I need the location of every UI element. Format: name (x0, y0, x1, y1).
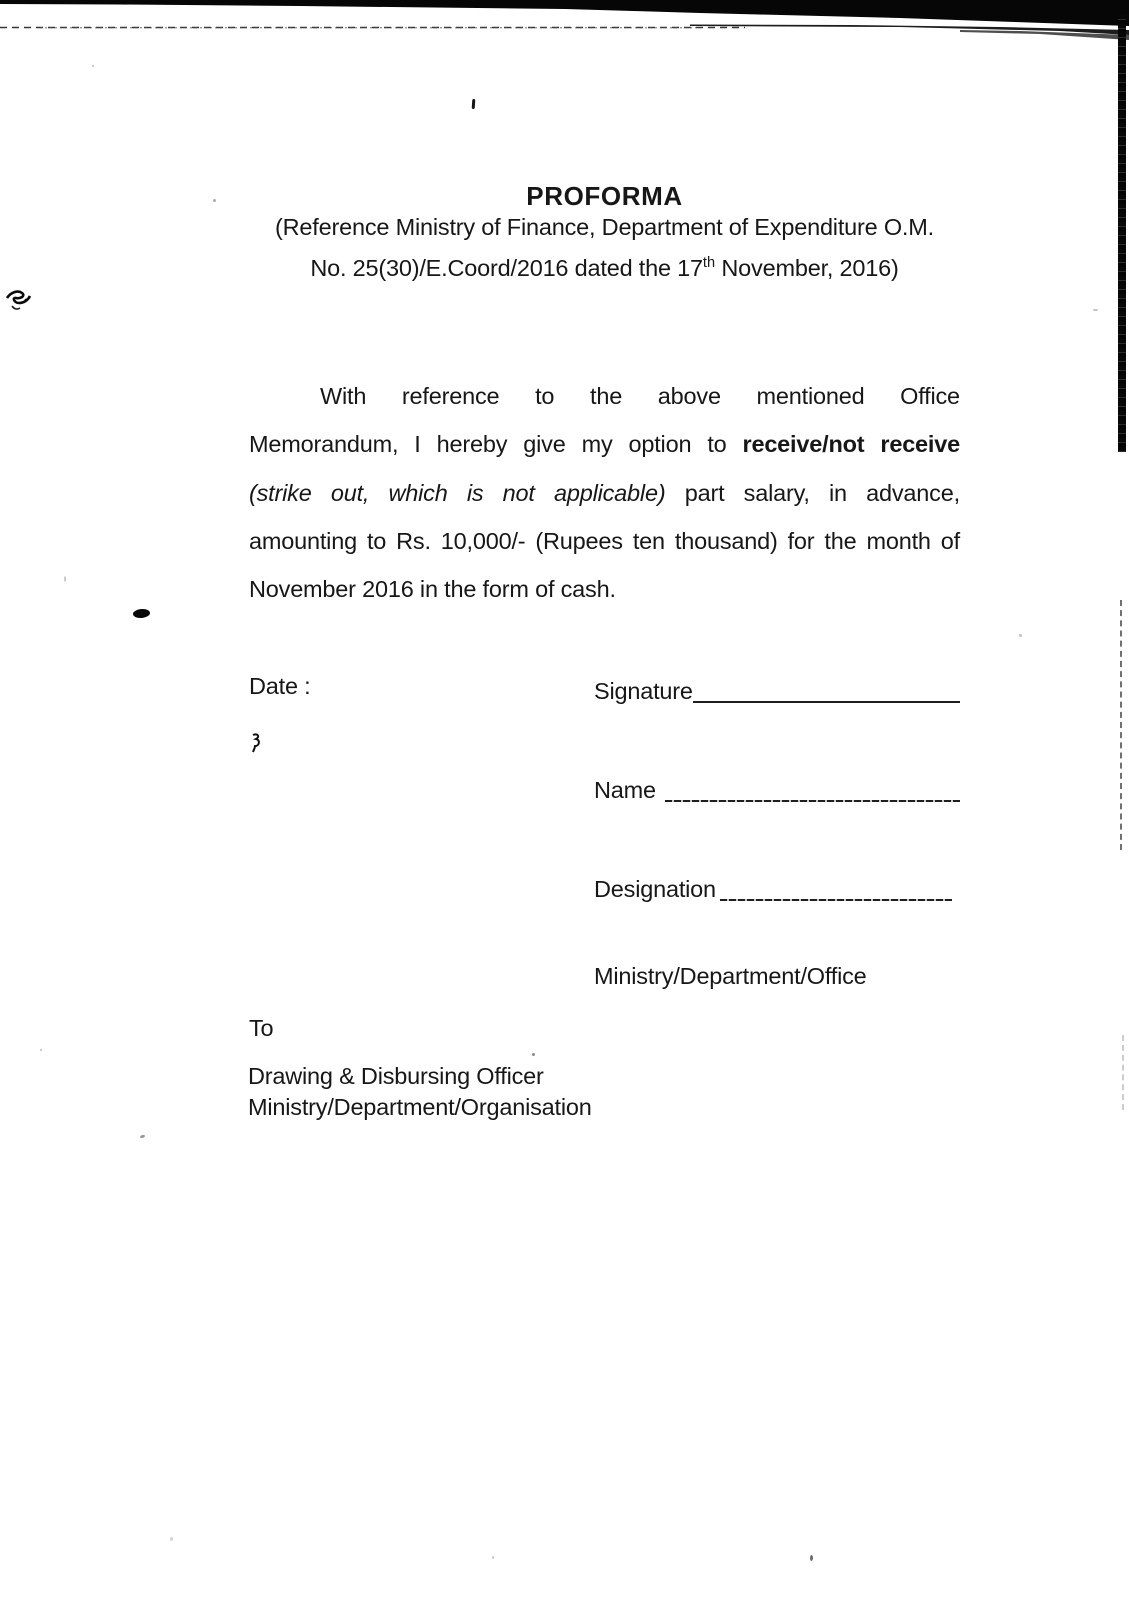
scan-speck (170, 1537, 173, 1541)
scan-mark-squiggle (249, 733, 263, 757)
paragraph-word: of (940, 528, 960, 555)
paragraph-word: hereby (436, 431, 508, 458)
name-blank-line (665, 800, 960, 802)
paragraph-word: (strike (249, 479, 312, 506)
to-label: To (249, 1015, 274, 1041)
paragraph-word: part (684, 479, 725, 506)
paragraph-word: reference (401, 383, 500, 410)
paragraph-word: 10,000/- (440, 528, 526, 555)
date-label: Date : (249, 673, 311, 699)
paragraph-line (249, 420, 960, 468)
paragraph-word: thousand) (674, 528, 778, 555)
paragraph-word: not (502, 479, 535, 506)
paragraph-word: receive (880, 431, 960, 458)
scan-artifact-right-dashes-faint (1122, 1035, 1124, 1110)
paragraph-word: the (824, 528, 857, 555)
paragraph-word: advance, (866, 479, 960, 506)
scan-ink-blot-small (132, 608, 150, 619)
scan-speck (92, 65, 94, 67)
paragraph-word: to (707, 431, 727, 458)
paragraph-word: mentioned (756, 383, 865, 410)
body-paragraph (249, 372, 960, 613)
paragraph-word: the (590, 383, 623, 410)
paragraph-word: out, (330, 479, 370, 506)
scan-speck (532, 1053, 535, 1056)
paragraph-word: ten (632, 528, 665, 555)
paragraph-word: (Rupees (535, 528, 623, 555)
paragraph-line (249, 469, 960, 517)
addressee-block (248, 1061, 592, 1123)
paragraph-word: is (466, 479, 484, 506)
paragraph-line (249, 372, 960, 420)
paragraph-word: give (523, 431, 566, 458)
name-label: Name (594, 777, 656, 803)
scan-artifact-right-dashes (1120, 600, 1122, 850)
reference-line-2 (219, 248, 990, 283)
designation-label: Designation (594, 876, 716, 902)
ministry-label: Ministry/Department/Office (594, 963, 867, 989)
paragraph-word: above (657, 383, 721, 410)
scan-speck (64, 576, 66, 582)
addressee-line-2: Ministry/Department/Organisation (248, 1094, 592, 1120)
signature-field-row (594, 673, 960, 706)
scan-speck (40, 1049, 42, 1051)
scan-artifact-top-band (0, 0, 1129, 48)
scan-speck (810, 1555, 813, 1561)
paragraph-word: amounting (249, 528, 357, 555)
scan-speck (1019, 634, 1022, 637)
paragraph-word: Memorandum, (249, 431, 399, 458)
paragraph-word: to (366, 528, 387, 555)
paragraph-word: to (535, 383, 555, 410)
paragraph-word: Office (900, 383, 960, 410)
paragraph-word: option (628, 431, 692, 458)
scan-speck (1093, 309, 1098, 311)
paragraph-word: applicable) (553, 479, 666, 506)
document-title: PROFORMA (526, 181, 683, 211)
paragraph-word: I (414, 431, 421, 458)
reference-line-2-tail: November, 2016) (715, 254, 899, 281)
signature-blank-line (693, 701, 960, 703)
designation-blank-line (720, 899, 952, 901)
reference-line-2-text: No. 25(30)/E.Coord/2016 dated the 17 (310, 254, 703, 281)
signature-label: Signature (594, 678, 693, 704)
scan-artifact-right-strip (1118, 15, 1126, 452)
paragraph-word: receive/not (742, 431, 865, 458)
paragraph-segment: November 2016 in the form of cash. (249, 576, 616, 603)
reference-line-1: (Reference Ministry of Finance, Department of Expenditure O.M. (275, 214, 934, 240)
designation-field-row (594, 871, 952, 904)
name-field-row (594, 772, 960, 805)
paragraph-word: for (787, 528, 815, 555)
scan-speck (213, 199, 216, 202)
scan-speck-tick (472, 99, 476, 109)
scan-speck (492, 1556, 494, 1559)
paragraph-word: With (320, 383, 367, 410)
paragraph-line (249, 517, 960, 565)
paragraph-word: in (828, 479, 847, 506)
reference-ordinal-superscript: th (702, 255, 716, 271)
paragraph-word: which (388, 479, 448, 506)
paragraph-word: Rs. (396, 528, 431, 555)
paragraph-word: salary, (743, 479, 810, 506)
paragraph-word: month (866, 528, 931, 555)
paragraph-line (249, 565, 960, 613)
scan-ink-blot-left-margin (4, 284, 40, 316)
scan-speck (140, 1134, 146, 1139)
addressee-line-1: Drawing & Disbursing Officer (248, 1063, 544, 1089)
paragraph-word: my (581, 431, 613, 458)
